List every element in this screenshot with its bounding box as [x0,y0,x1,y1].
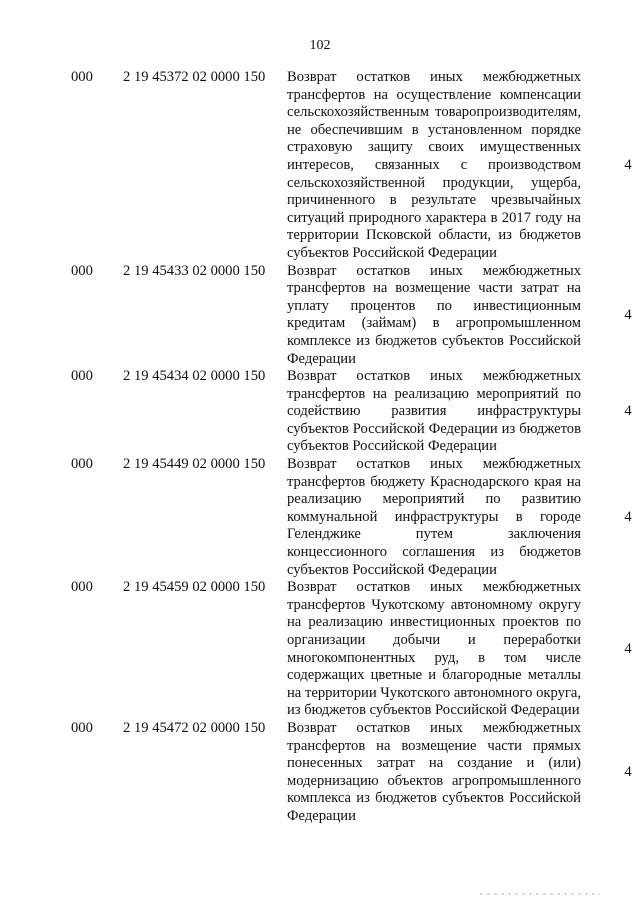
admin-code-cell: 000 [71,69,93,85]
admin-code-cell: 000 [71,719,93,736]
income-name-cell: Возврат остатков иных межбюджетных трансфертов на реализацию мероприятий по содействию развития инфраструктуры субъектов Российской Федерации из бюджетов субъектов Российской Федерации [287,368,581,455]
amount-value: 4 [624,306,632,323]
admin-code-cell: 000 [71,579,93,596]
table-row [0,456,640,579]
amount-cell [581,69,639,263]
amount-cell [581,368,639,456]
admin-code-cell: 000 [71,368,93,385]
budget-code-cell: 2 19 45433 02 0000 150 [123,262,266,279]
budget-code-cell: 2 19 45459 02 0000 150 [123,579,266,596]
amount-cell [581,456,639,579]
amount-value: 4 [624,763,632,780]
table-row [0,368,640,456]
budget-code-cell: 2 19 45434 02 0000 150 [123,368,266,385]
table-row [0,263,640,369]
income-name-cell: Возврат остатков иных межбюджетных трансфертов бюджету Краснодарского края на реализацию мероприятий по развитию коммунальной инфраструктуры в городе Геленджике путем заключения концессионного соглашения из бюджетов субъектов Российской Федерации [287,456,581,578]
budget-code-table [0,69,640,826]
amount-cell [581,720,639,826]
budget-code-cell: 2 19 45449 02 0000 150 [123,456,266,473]
amount-cell [581,263,639,369]
amount-value: 4 [624,508,632,525]
admin-code-cell: 000 [71,456,93,473]
income-name-cell: Возврат остатков иных межбюджетных трансфертов на возмещение части прямых понесенных затрат на создание и (или) модернизацию объектов агропромышленного комплекса из бюджетов субъектов Российской Федерации [287,719,581,824]
amount-value: 4 [624,156,632,173]
page-number: 102 [309,38,331,53]
amount-value: 4 [624,403,632,420]
budget-code-cell: 2 19 45472 02 0000 150 [123,719,266,736]
income-name-cell: Возврат остатков иных межбюджетных трансфертов на возмещение части затрат на уплату процентов по инвестиционным кредитам (займам) в агропромышленном комплексе из бюджетов субъектов Российской Федерации [287,262,581,367]
budget-code-cell: 2 19 45372 02 0000 150 [123,69,266,85]
table-row [0,720,640,826]
income-name-cell: Возврат остатков иных межбюджетных трансфертов на осуществление компенсации сельскохозяйственным товаропроизводителям, не обеспечившим в установленном порядке страховую защиту своих имущественных интересов, связанных с производством сельскохозяйственной продукции, ущерба, причиненного в результате чрезвычайных ситуаций природного характера в 2017 году на территории Псковской области, из бюджетов субъектов Российской Федерации [287,69,581,261]
income-name-cell: Возврат остатков иных межбюджетных трансфертов Чукотскому автономному округу на реализацию инвестиционных проектов по организации добычи и переработки многокомпонентных руд, в том числе содержащих цветные и благородные металлы на территории Чукотского автономного округа, из бюджетов субъектов Российской Федерации [287,579,581,719]
amount-value: 4 [624,640,632,657]
table-row [0,579,640,720]
table-row [0,69,640,263]
admin-code-cell: 000 [71,262,93,279]
scan-artifact [480,893,600,895]
amount-cell [581,579,639,720]
